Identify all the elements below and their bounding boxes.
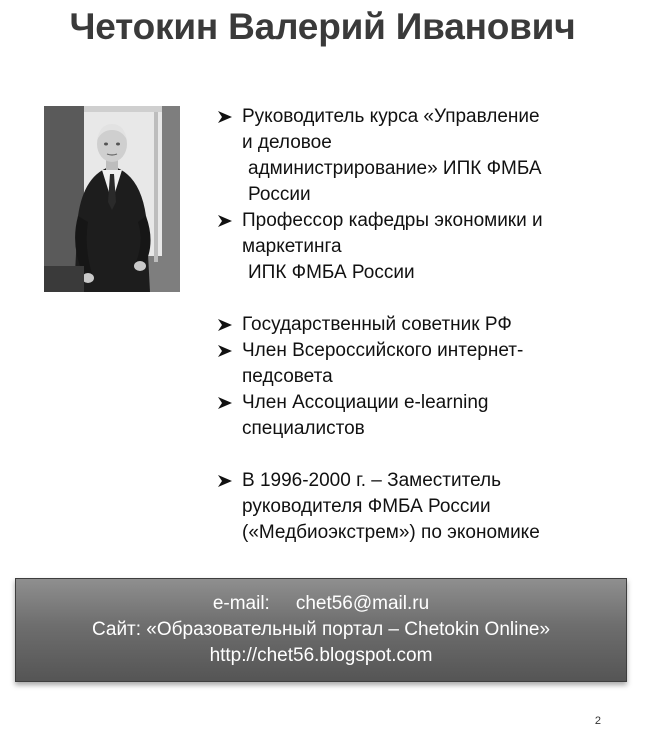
arrow-bullet-icon (217, 390, 235, 416)
contact-box (15, 578, 627, 682)
bullet-line: ИПК ФМБА России (248, 262, 415, 283)
bullet-line: и деловое (242, 132, 332, 153)
arrow-bullet-icon (217, 208, 235, 234)
bullet-line: Член Ассоциации e-learning (242, 392, 489, 413)
bullet-line: Государственный советник РФ (242, 314, 512, 335)
arrow-bullet-icon (217, 312, 235, 338)
bullet-item (216, 104, 616, 208)
bullet-item (216, 208, 616, 286)
page-title: Четокин Валерий Иванович (69, 6, 576, 47)
bullet-line: Член Всероссийского интернет- (242, 340, 524, 361)
arrow-bullet-icon (217, 468, 235, 494)
bullet-line: руководителя ФМБА России (242, 496, 491, 517)
site-name: Сайт: «Образовательный портал – Chetokin Online» (91, 619, 551, 640)
bullet-item (216, 390, 616, 442)
email-row (16, 591, 626, 617)
page-number: 2 (594, 715, 601, 727)
bullet-line: В 1996-2000 г. – Заместитель (242, 470, 502, 491)
bullet-item (216, 468, 616, 546)
bullet-line: администрирование» ИПК ФМБА (248, 158, 542, 179)
arrow-bullet-icon (217, 338, 235, 364)
bullet-line: Профессор кафедры экономики и (242, 210, 543, 231)
bullet-list (216, 104, 616, 546)
email-label: e-mail: (212, 593, 270, 614)
bullet-item (216, 338, 616, 390)
bullet-line: педсовета (242, 366, 333, 387)
bullet-line: России (248, 184, 311, 205)
arrow-bullet-icon (217, 104, 235, 130)
portrait-illustration (44, 106, 180, 292)
bullet-line: маркетинга (242, 236, 342, 257)
portrait-photo (44, 106, 180, 292)
bullet-line: («Медбиоэкстрем») по экономике (242, 522, 540, 543)
bullet-line: специалистов (242, 418, 365, 439)
site-url-link[interactable]: http://chet56.blogspot.com (209, 645, 433, 666)
bullet-line: Руководитель курса «Управление (242, 106, 540, 127)
bullet-item (216, 312, 616, 338)
email-link[interactable]: chet56@mail.ru (295, 593, 430, 614)
